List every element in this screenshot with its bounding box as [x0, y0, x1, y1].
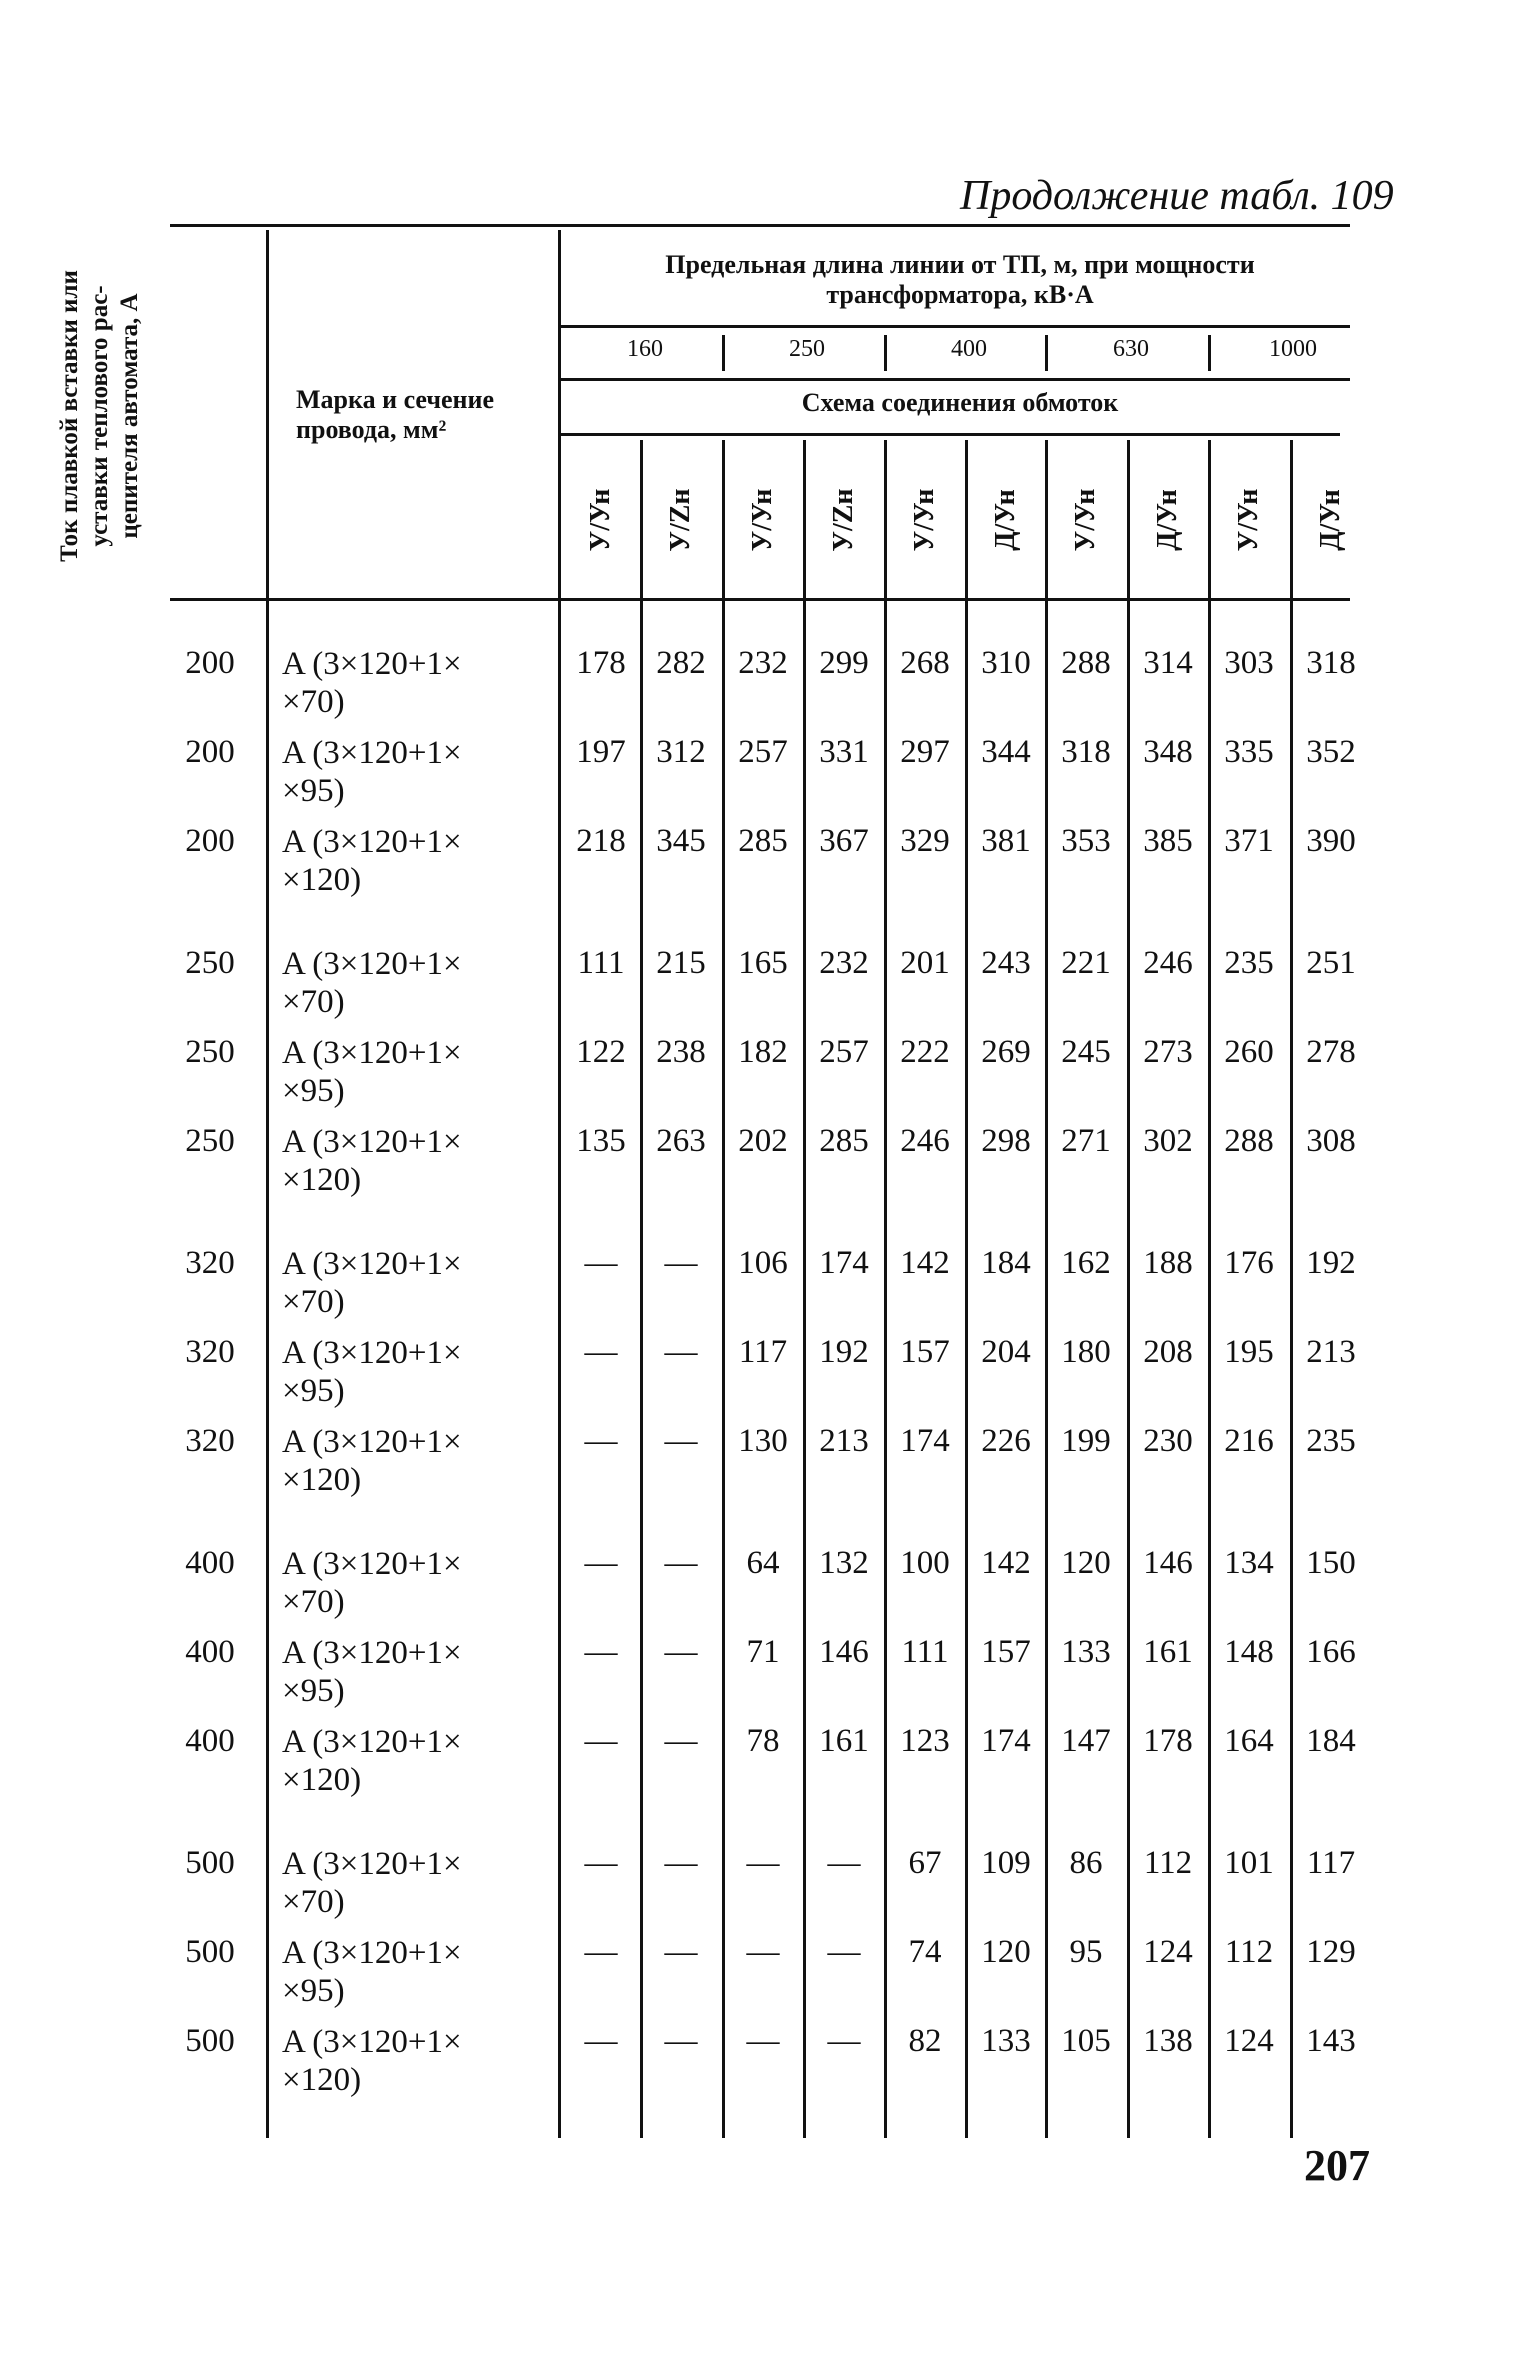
length-value: 314 — [1143, 645, 1193, 681]
wire-spec-line: A (3×120+1× — [282, 735, 462, 771]
connection-scheme-header: У/Zн — [827, 488, 859, 552]
length-value: 95 — [1069, 1934, 1103, 1970]
wire-spec — [282, 2023, 562, 2099]
length-value: 178 — [1143, 1723, 1193, 1759]
scheme-title: Схема соединения обмоток — [801, 388, 1119, 417]
length-value: 331 — [819, 734, 869, 770]
length-value: 230 — [1143, 1423, 1193, 1459]
length-value: 122 — [576, 1034, 626, 1070]
length-value: 133 — [981, 2023, 1031, 2059]
wire-spec-line: ×70) — [282, 1584, 345, 1620]
length-value: 192 — [819, 1334, 869, 1370]
power-row-bottom-rule — [560, 378, 1350, 381]
power-1000: 1000 — [1269, 336, 1317, 362]
wire-column-header: Марка и сечение провода, мм² — [296, 385, 495, 444]
length-value: 288 — [1061, 645, 1111, 681]
length-value: 273 — [1143, 1034, 1193, 1070]
length-value: 243 — [981, 945, 1031, 981]
length-value: — — [584, 1845, 618, 1881]
length-value: — — [664, 1334, 698, 1370]
length-value: — — [827, 1845, 861, 1881]
length-value: 135 — [576, 1123, 626, 1159]
length-value: 298 — [981, 1123, 1031, 1159]
wire-spec-line: ×70) — [282, 684, 345, 720]
length-value: 235 — [1306, 1423, 1356, 1459]
wire-spec-line: A (3×120+1× — [282, 1124, 462, 1160]
wire-spec — [282, 1845, 562, 1921]
length-value: 335 — [1224, 734, 1274, 770]
wire-spec-line: ×95) — [282, 773, 345, 809]
length-value: 271 — [1061, 1123, 1111, 1159]
length-value: — — [584, 1334, 618, 1370]
wire-spec — [282, 1545, 562, 1621]
length-value: 285 — [819, 1123, 869, 1159]
length-value: 64 — [746, 1545, 780, 1581]
current-value: 250 — [185, 945, 235, 981]
length-value: 182 — [738, 1034, 788, 1070]
wire-spec-line: A (3×120+1× — [282, 1546, 462, 1582]
wire-spec-line: A (3×120+1× — [282, 1846, 462, 1882]
length-value: — — [746, 1845, 780, 1881]
length-value: 161 — [819, 1723, 869, 1759]
length-value: 385 — [1143, 823, 1193, 859]
wire-spec — [282, 1934, 562, 2010]
header-bottom-rule — [170, 598, 1350, 601]
length-value: 213 — [1306, 1334, 1356, 1370]
power-row-top-rule — [560, 325, 1350, 328]
length-value: 164 — [1224, 1723, 1274, 1759]
length-value: 142 — [981, 1545, 1031, 1581]
table-row — [0, 1545, 1536, 1633]
wire-spec — [282, 1245, 562, 1321]
length-value: 130 — [738, 1423, 788, 1459]
length-value: 318 — [1306, 645, 1356, 681]
length-value: 109 — [981, 1845, 1031, 1881]
current-value: 500 — [185, 1845, 235, 1881]
length-value: 381 — [981, 823, 1031, 859]
length-value: 146 — [1143, 1545, 1193, 1581]
wire-spec-line: A (3×120+1× — [282, 1424, 462, 1460]
current-value: 200 — [185, 645, 235, 681]
wire-spec — [282, 823, 562, 899]
current-value: 320 — [185, 1423, 235, 1459]
length-value: 184 — [1306, 1723, 1356, 1759]
length-value: 124 — [1224, 2023, 1274, 2059]
length-value: 278 — [1306, 1034, 1356, 1070]
length-value: — — [584, 1245, 618, 1281]
length-value: 216 — [1224, 1423, 1274, 1459]
table-row — [0, 945, 1536, 1033]
wire-spec-line: ×95) — [282, 1973, 345, 2009]
wire-spec-line: ×120) — [282, 1762, 362, 1798]
length-value: 199 — [1061, 1423, 1111, 1459]
length-value: 124 — [1143, 1934, 1193, 1970]
length-value: 329 — [900, 823, 950, 859]
length-value: 303 — [1224, 645, 1274, 681]
table-row — [0, 645, 1536, 733]
wire-spec-line: ×120) — [282, 2062, 362, 2098]
length-value: — — [746, 2023, 780, 2059]
length-value: 178 — [576, 645, 626, 681]
wire-spec-line: A (3×120+1× — [282, 1635, 462, 1671]
table-row — [0, 823, 1536, 911]
length-value: 165 — [738, 945, 788, 981]
length-value: 162 — [1061, 1245, 1111, 1281]
table-top-rule — [170, 224, 1350, 227]
length-value: 221 — [1061, 945, 1111, 981]
wire-spec-line: A (3×120+1× — [282, 1335, 462, 1371]
power-250: 250 — [789, 336, 825, 362]
current-header-line-2: уставки теплового рас- — [86, 285, 113, 547]
length-value: 86 — [1069, 1845, 1103, 1881]
connection-scheme-header: У/Ун — [584, 488, 616, 552]
length-value: 238 — [656, 1034, 706, 1070]
length-value: 143 — [1306, 2023, 1356, 2059]
page-number: 207 — [1304, 2141, 1370, 2190]
length-value: — — [584, 1545, 618, 1581]
length-value: 184 — [981, 1245, 1031, 1281]
length-value: 157 — [981, 1634, 1031, 1670]
length-value: 195 — [1224, 1334, 1274, 1370]
current-value: 400 — [185, 1723, 235, 1759]
wire-spec-line: ×120) — [282, 862, 362, 898]
wire-spec-line: ×95) — [282, 1673, 345, 1709]
wire-spec — [282, 645, 562, 721]
length-value: 235 — [1224, 945, 1274, 981]
length-value: — — [664, 1545, 698, 1581]
connection-scheme-header: Д/Ун — [989, 489, 1021, 551]
wire-spec-line: A (3×120+1× — [282, 1724, 462, 1760]
length-value: 74 — [908, 1934, 942, 1970]
table-row — [0, 1934, 1536, 2022]
length-value: 344 — [981, 734, 1031, 770]
length-value: 100 — [900, 1545, 950, 1581]
length-value: 105 — [1061, 2023, 1111, 2059]
length-value: 246 — [900, 1123, 950, 1159]
length-value: 318 — [1061, 734, 1111, 770]
length-value: — — [584, 1634, 618, 1670]
current-header-line-3: цепителя автомата, А — [116, 293, 143, 539]
length-value: — — [664, 1845, 698, 1881]
length-value: 106 — [738, 1245, 788, 1281]
power-divider — [884, 335, 887, 371]
current-value: 320 — [185, 1245, 235, 1281]
current-value: 200 — [185, 823, 235, 859]
length-value: 345 — [656, 823, 706, 859]
length-value: 257 — [819, 1034, 869, 1070]
current-value: 250 — [185, 1123, 235, 1159]
length-value: 297 — [900, 734, 950, 770]
wire-spec — [282, 945, 562, 1021]
length-value: 78 — [746, 1723, 780, 1759]
wire-spec — [282, 1034, 562, 1110]
length-value: 204 — [981, 1334, 1031, 1370]
length-value: 268 — [900, 645, 950, 681]
length-value: 180 — [1061, 1334, 1111, 1370]
table-row — [0, 1034, 1536, 1122]
length-value: 367 — [819, 823, 869, 859]
wire-spec-line: A (3×120+1× — [282, 646, 462, 682]
current-value: 200 — [185, 734, 235, 770]
current-header-line-1: Ток плавкой вставки или — [56, 270, 83, 562]
length-value: 390 — [1306, 823, 1356, 859]
length-value: 353 — [1061, 823, 1111, 859]
length-value: 226 — [981, 1423, 1031, 1459]
length-value: 302 — [1143, 1123, 1193, 1159]
power-divider — [1208, 335, 1211, 371]
table-row — [0, 1634, 1536, 1722]
wire-spec — [282, 1634, 562, 1710]
limit-length-title: Предельная длина линии от ТП, м, при мощности трансформатора, кВ·А — [665, 250, 1255, 309]
length-value: 201 — [900, 945, 950, 981]
power-divider — [1045, 335, 1048, 371]
length-value: — — [584, 2023, 618, 2059]
wire-spec — [282, 734, 562, 810]
wire-spec-line: ×95) — [282, 1073, 345, 1109]
table-row — [0, 1723, 1536, 1811]
length-value: 148 — [1224, 1634, 1274, 1670]
length-value: — — [664, 1934, 698, 1970]
length-value: 310 — [981, 645, 1031, 681]
table-row — [0, 1845, 1536, 1933]
length-value: 161 — [1143, 1634, 1193, 1670]
length-value: — — [664, 1245, 698, 1281]
power-divider — [722, 335, 725, 371]
wire-spec-line: A (3×120+1× — [282, 1035, 462, 1071]
connection-scheme-header: У/Ун — [746, 488, 778, 552]
length-value: — — [584, 1423, 618, 1459]
length-value: 117 — [738, 1334, 788, 1370]
length-value: 174 — [981, 1723, 1031, 1759]
length-value: 288 — [1224, 1123, 1274, 1159]
wire-spec-line: A (3×120+1× — [282, 1935, 462, 1971]
length-value: 120 — [1061, 1545, 1111, 1581]
length-value: 146 — [819, 1634, 869, 1670]
length-value: 312 — [656, 734, 706, 770]
length-value: 174 — [900, 1423, 950, 1459]
length-value: 202 — [738, 1123, 788, 1159]
wire-spec — [282, 1123, 562, 1199]
length-value: 134 — [1224, 1545, 1274, 1581]
length-value: 101 — [1224, 1845, 1274, 1881]
wire-spec-line: ×70) — [282, 1284, 345, 1320]
wire-spec-line: A (3×120+1× — [282, 824, 462, 860]
length-value: 371 — [1224, 823, 1274, 859]
table-row — [0, 734, 1536, 822]
connection-scheme-header: У/Ун — [1232, 488, 1264, 552]
scheme-row-bottom-rule — [560, 433, 1340, 436]
length-value: 133 — [1061, 1634, 1111, 1670]
length-value: 299 — [819, 645, 869, 681]
length-value: 138 — [1143, 2023, 1193, 2059]
length-value: — — [664, 1634, 698, 1670]
wire-spec-line: ×120) — [282, 1462, 362, 1498]
length-value: — — [664, 1423, 698, 1459]
length-value: 269 — [981, 1034, 1031, 1070]
connection-scheme-header: Д/Ун — [1151, 489, 1183, 551]
length-value: 215 — [656, 945, 706, 981]
length-value: 120 — [981, 1934, 1031, 1970]
length-value: 123 — [900, 1723, 950, 1759]
length-value: 260 — [1224, 1034, 1274, 1070]
table-row — [0, 1334, 1536, 1422]
length-value: 111 — [577, 945, 625, 981]
length-value: 251 — [1306, 945, 1356, 981]
length-value: 142 — [900, 1245, 950, 1281]
length-value: 174 — [819, 1245, 869, 1281]
table-row — [0, 1123, 1536, 1211]
wire-spec-line: ×120) — [282, 1162, 362, 1198]
length-value: 222 — [900, 1034, 950, 1070]
length-value: 282 — [656, 645, 706, 681]
length-value: 176 — [1224, 1245, 1274, 1281]
length-value: 352 — [1306, 734, 1356, 770]
length-value: 213 — [819, 1423, 869, 1459]
length-value: — — [746, 1934, 780, 1970]
length-value: 188 — [1143, 1245, 1193, 1281]
wire-spec-line: ×70) — [282, 984, 345, 1020]
wire-spec-line: ×95) — [282, 1373, 345, 1409]
power-630: 630 — [1113, 336, 1149, 362]
length-value: 245 — [1061, 1034, 1111, 1070]
length-value: 157 — [900, 1334, 950, 1370]
length-value: — — [827, 2023, 861, 2059]
length-value: 147 — [1061, 1723, 1111, 1759]
length-value: 67 — [908, 1845, 942, 1881]
length-value: 285 — [738, 823, 788, 859]
length-value: — — [584, 1723, 618, 1759]
wire-spec-line: ×70) — [282, 1884, 345, 1920]
wire-spec-line: A (3×120+1× — [282, 2024, 462, 2060]
current-value: 400 — [185, 1634, 235, 1670]
length-value: 246 — [1143, 945, 1193, 981]
length-value: 257 — [738, 734, 788, 770]
length-value: 218 — [576, 823, 626, 859]
power-160: 160 — [627, 336, 663, 362]
length-value: 132 — [819, 1545, 869, 1581]
wire-spec — [282, 1423, 562, 1499]
current-value: 320 — [185, 1334, 235, 1370]
length-value: 166 — [1306, 1634, 1356, 1670]
length-value: 111 — [901, 1634, 949, 1670]
table-row — [0, 2023, 1536, 2111]
table-row — [0, 1245, 1536, 1333]
power-400: 400 — [951, 336, 987, 362]
current-value: 250 — [185, 1034, 235, 1070]
length-value: 129 — [1306, 1934, 1356, 1970]
length-value: 232 — [819, 945, 869, 981]
table-caption: Продолжение табл. 109 — [960, 173, 1394, 219]
connection-scheme-header: У/Zн — [664, 488, 696, 552]
wire-spec-line: A (3×120+1× — [282, 1246, 462, 1282]
length-value: 308 — [1306, 1123, 1356, 1159]
wire-spec — [282, 1334, 562, 1410]
current-value: 500 — [185, 2023, 235, 2059]
wire-spec — [282, 1723, 562, 1799]
length-value: 192 — [1306, 1245, 1356, 1281]
length-value: — — [584, 1934, 618, 1970]
length-value: 150 — [1306, 1545, 1356, 1581]
length-value: 197 — [576, 734, 626, 770]
length-value: 82 — [908, 2023, 942, 2059]
connection-scheme-header: Д/Ун — [1314, 489, 1346, 551]
length-value: — — [664, 2023, 698, 2059]
length-value: 232 — [738, 645, 788, 681]
length-value: 112 — [1224, 1934, 1274, 1970]
connection-scheme-header: У/Ун — [908, 488, 940, 552]
length-value: 208 — [1143, 1334, 1193, 1370]
length-value: — — [827, 1934, 861, 1970]
length-value: — — [664, 1723, 698, 1759]
length-value: 348 — [1143, 734, 1193, 770]
connection-scheme-header: У/Ун — [1069, 488, 1101, 552]
table-row — [0, 1423, 1536, 1511]
length-value: 71 — [746, 1634, 780, 1670]
wire-spec-line: A (3×120+1× — [282, 946, 462, 982]
length-value: 117 — [1306, 1845, 1356, 1881]
current-value: 400 — [185, 1545, 235, 1581]
length-value: 112 — [1143, 1845, 1193, 1881]
length-value: 263 — [656, 1123, 706, 1159]
current-value: 500 — [185, 1934, 235, 1970]
